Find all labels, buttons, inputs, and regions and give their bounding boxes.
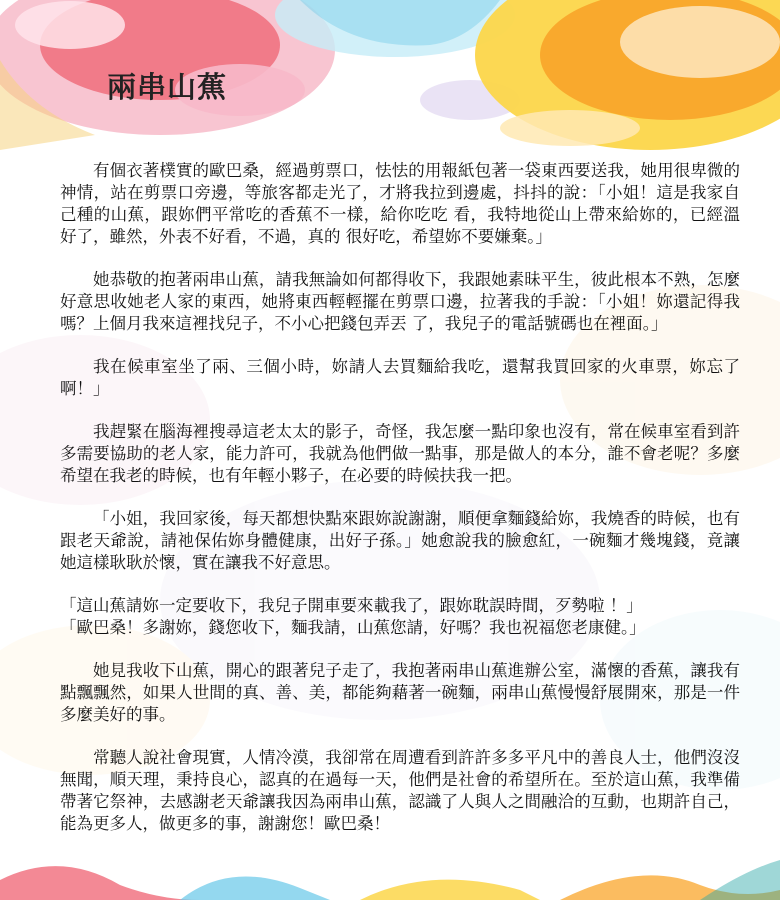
paragraph-2: 她恭敬的抱著兩串山蕉，請我無論如何都得收下，我跟她素昧平生，彼此根本不熟，怎麼好意思收她老人家的東西，她將東西輕輕擺在剪票口邊，拉著我的手說：「小姐！妳還記得我嗎？上個月我來這裡找兒子，不小心把錢包弄丟 了，我兒子的電話號碼也在裡面。」	[60, 270, 740, 333]
dialogue-line-1: 「這山蕉請妳一定要收下，我兒子開車要來載我了，跟妳耽誤時間，歹勢啦 ！」	[60, 596, 643, 615]
dialogue-line-2: 「歐巴桑！多謝妳，錢您收下，麵我請，山蕉您請，好嗎？我也祝福您老康健。」	[60, 618, 646, 637]
paragraph-6: 她見我收下山蕉，開心的跟著兒子走了，我抱著兩串山蕉進辦公室，滿懷的香蕉，讓我有點飄飄然，如果人世間的真、善、美，都能夠藉著一碗麵，兩串山蕉慢慢舒展開來，那是一件多麼美好的事。	[60, 661, 740, 724]
dialogue-quotes	[60, 595, 740, 639]
paragraph-7: 常聽人說社會現實，人情冷漠，我卻常在周遭看到許許多多平凡中的善良人士，他們沒沒無聞，順天理，秉持良心，認真的在過每一天，他們是社會的希望所在。至於這山蕉，我準備帶著它祭神，去感謝老天爺讓我因為兩串山蕉，認識了人與人之間融洽的互動，也期許自己，能為更多人，做更多的事，謝謝您！歐巴桑！	[60, 748, 740, 833]
paragraph-1: 有個衣著樸實的歐巴桑，經過剪票口，怯怯的用報紙包著一袋東西要送我，她用很卑微的神情，站在剪票口旁邊，等旅客都走光了，才將我拉到邊處，抖抖的說：「小姐！這是我家自己種的山蕉，跟妳們平常吃的香蕉不一樣，給你吃吃 看，我特地從山上帶來給妳的，已經溫好了，雖然，外表不好看，不過，真的 很好吃，希望妳不要嫌棄。」	[60, 161, 740, 246]
paragraph-5: 「小姐，我回家後，每天都想快點來跟妳說謝謝，順便拿麵錢給妳，我燒香的時候，也有跟老天爺說，請祂保佑妳身體健康，出好子孫。」她愈說我的臉愈紅，一碗麵才幾塊錢，竟讓她這樣耿耿於懷，實在讓我不好意思。	[60, 509, 740, 572]
paragraph-3: 我在候車室坐了兩、三個小時，妳請人去買麵給我吃，還幫我買回家的火車票，妳忘了啊！」	[60, 357, 740, 398]
paragraph-4: 我趕緊在腦海裡搜尋這老太太的影子，奇怪，我怎麼一點印象也沒有，常在候車室看到許多需要協助的老人家，能力許可，我就為他們做一點事，那是做人的本分，誰不會老呢？多麼希望在我老的時候，也有年輕小夥子，在必要的時候扶我一把。	[60, 422, 740, 485]
article-title: 兩串山蕉	[107, 70, 228, 104]
article-body	[60, 160, 740, 856]
